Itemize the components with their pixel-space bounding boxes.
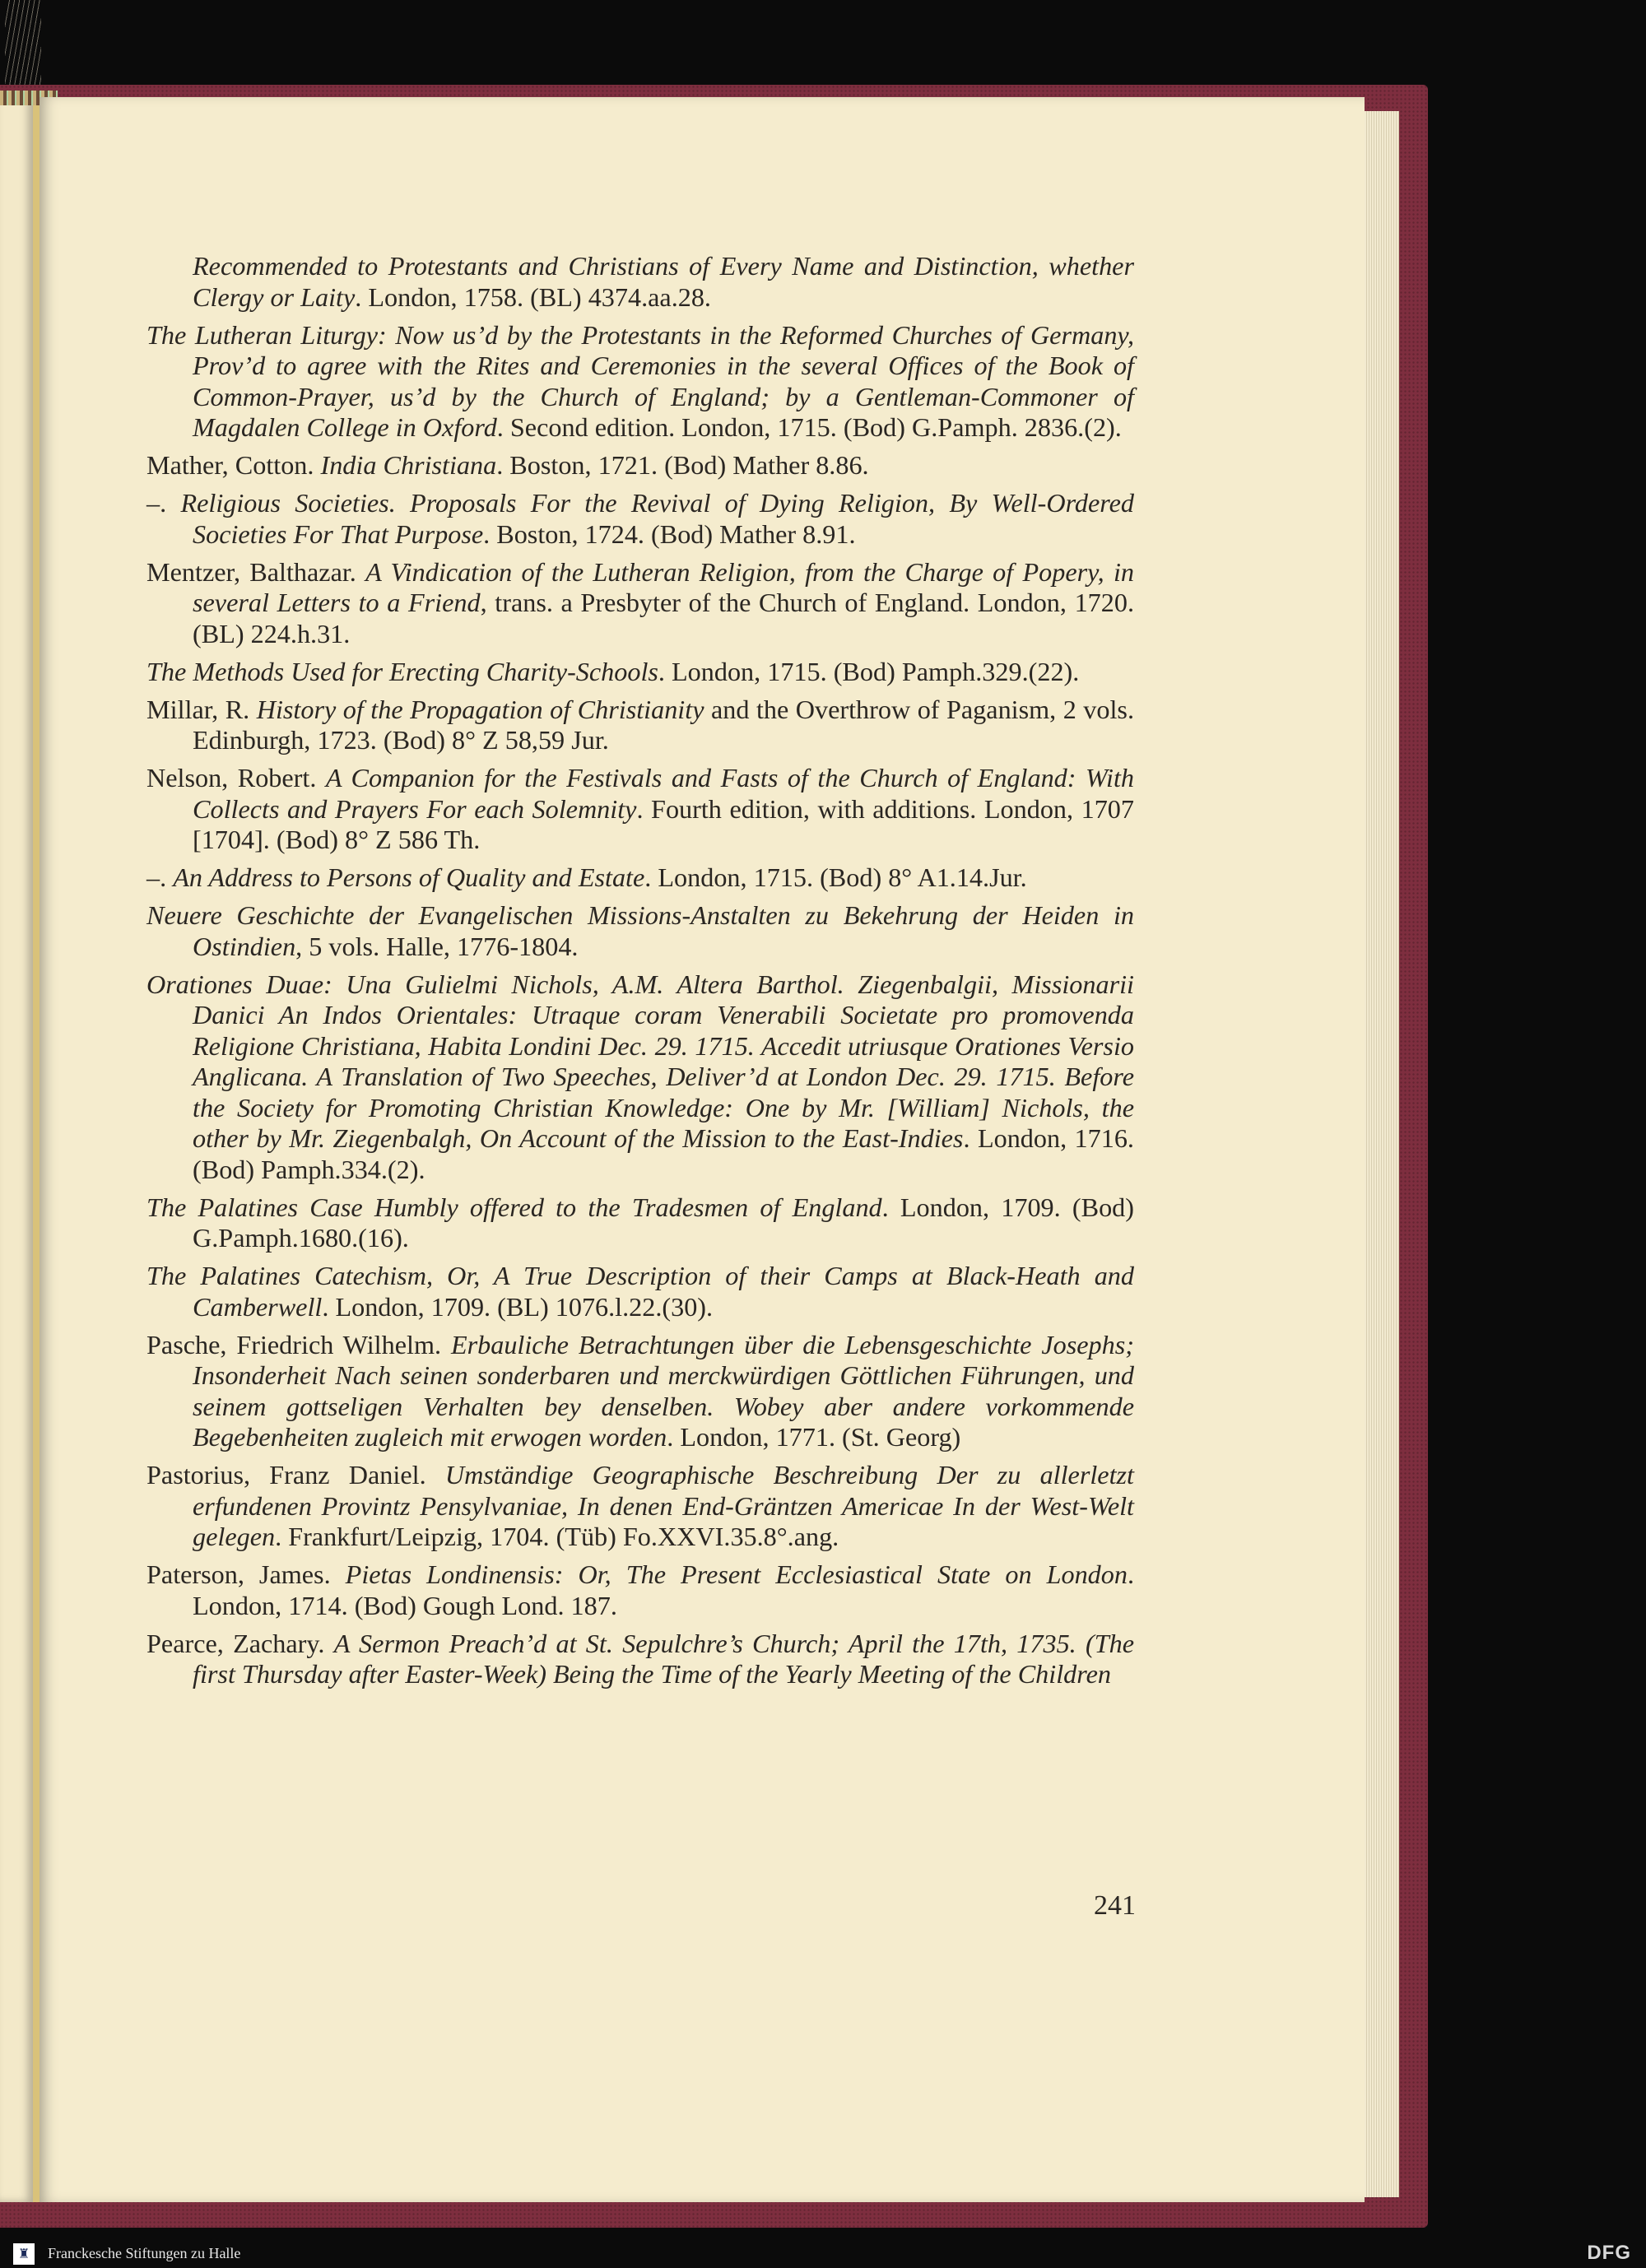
footer-bar	[0, 2240, 1646, 2268]
italic-title: India Christiana	[320, 450, 497, 480]
italic-title: Religious Societies. Proposals For the Revival of Dying Religion, By Well-Ordered Societies For That Purpose	[180, 488, 1134, 549]
entry-text: . Second edition. London, 1715. (Bod) G.Pamph. 2836.(2).	[496, 412, 1122, 442]
entry-text: Pasche, Friedrich Wilhelm.	[146, 1329, 451, 1359]
bibliography-entry	[146, 1559, 1134, 1621]
entry-text: . London, 1715. (Bod) 8° A1.14.Jur.	[644, 862, 1027, 892]
page-number: 241	[1094, 1890, 1136, 1921]
entry-text: . Frankfurt/Leipzig, 1704. (Tüb) Fo.XXVI.35.8°.ang.	[275, 1522, 839, 1551]
entry-text: , 5 vols. Halle, 1776-1804.	[295, 931, 579, 961]
foundation-emblem-icon: ♜	[13, 2243, 35, 2265]
italic-title: The Palatines Catechism, Or, A True Description of their Camps at Black-Heath and Camberwell	[146, 1261, 1134, 1322]
entry-text: . London, 1771. (St. Georg)	[667, 1422, 961, 1452]
entry-text: Paterson, James.	[146, 1559, 346, 1589]
italic-title: The Methods Used for Erecting Charity-Schools	[146, 656, 658, 686]
entry-text: Millar, R.	[146, 694, 257, 724]
bibliography-entry	[146, 763, 1134, 856]
entry-text: . London, 1709. (Bod) G.Pamph.1680.(16).	[193, 1192, 1134, 1253]
italic-title: A Sermon Preach’d at St. Sepulchre’s Church; April the 17th, 1735. (The first Thursday after Easter-Week) Being the Time of the Yearly Meeting of the Children	[193, 1628, 1134, 1689]
entry-text: Pearce, Zachary.	[146, 1628, 334, 1658]
entry-text: . Boston, 1721. (Bod) Mather 8.86.	[496, 450, 869, 480]
bibliography-entry	[146, 450, 1134, 481]
previous-page-edge	[0, 97, 33, 2202]
bibliography-entry	[146, 695, 1134, 756]
bibliography-entry	[146, 1460, 1134, 1553]
bibliography-entry	[146, 1192, 1134, 1254]
bibliography-entry	[146, 251, 1134, 313]
binding-thread	[5, 0, 41, 92]
bibliography-entry	[146, 488, 1134, 550]
bibliography-list	[146, 251, 1134, 1697]
entry-text: Mentzer, Balthazar.	[146, 556, 366, 587]
entry-text: –.	[146, 862, 174, 892]
bibliography-entry	[146, 862, 1134, 894]
entry-text: –.	[146, 488, 181, 518]
entry-text: . London, 1715. (Bod) Pamph.329.(22).	[658, 656, 1080, 686]
italic-title: Pietas Londinensis: Or, The Present Ecclesiastical State on London	[345, 1559, 1128, 1589]
entry-text: , trans. a Presbyter of the Church of England. London, 1720. (BL) 224.h.31.	[193, 588, 1134, 648]
italic-title: Erbauliche Betrachtungen über die Lebensgeschichte Josephs; Insonderheit Nach seinen sonderbaren und merckwürdigen Göttlichen Führungen, und seinem gottseligen Verhalten bey denselben. Wobey aber andere vorkommende Begebenheiten zugleich mit erwogen worden	[193, 1329, 1134, 1452]
bibliography-entry	[146, 1261, 1134, 1322]
italic-title: Orationes Duae: Una Gulielmi Nichols, A.M. Altera Barthol. Ziegenbalgii, Missionarii Danici An Indos Orientales: Utraque coram Venerabili Societate pro promovenda Religione Christiana, Habita Londini Dec. 29. 1715. Accedit utriusque Orationes Versio Anglicana. A Translation of Two Speeches, Deliver’d at London Dec. 29. 1715. Before the Society for Promoting Christian Knowledge: One by Mr. [William] Nichols, the other by Mr. Ziegenbalgh, On Account of the Mission to the East-Indies	[146, 969, 1134, 1153]
italic-title: A Companion for the Festivals and Fasts of the Church of England: With Collects and Prayers For each Solemnity	[193, 763, 1134, 824]
italic-title: An Address to Persons of Quality and Estate	[173, 862, 645, 892]
bibliography-entry	[146, 969, 1134, 1186]
italic-title: The Palatines Case Humbly offered to the Tradesmen of England	[146, 1192, 882, 1222]
bibliography-entry	[146, 900, 1134, 962]
entry-text: Mather, Cotton.	[146, 450, 321, 480]
institution-name: Franckesche Stiftungen zu Halle	[48, 2245, 241, 2261]
entry-text: Nelson, Robert.	[146, 763, 326, 792]
entry-text: . Boston, 1724. (Bod) Mather 8.91.	[483, 518, 856, 549]
italic-title: The Lutheran Liturgy: Now us’d by the Protestants in the Reformed Churches of Germany, Prov’d to agree with the Rites and Ceremonies in the several Offices of the Book of Common-Prayer, us’d by the Church of England; by a Gentleman-Commoner of Magdalen College in Oxford	[146, 319, 1134, 442]
italic-title: History of the Propagation of Christianity	[256, 694, 704, 724]
italic-title: Umständige Geographische Beschreibung Der zu allerletzt erfundenen Provintz Pensylvaniae, In denen End-Gräntzen Americae In der West-Welt gelegen	[193, 1460, 1135, 1551]
bibliography-entry	[146, 657, 1134, 688]
bibliography-entry	[146, 1629, 1134, 1690]
entry-text: and the Overthrow of Paganism, 2 vols. Edinburgh, 1723. (Bod) 8° Z 58,59 Jur.	[193, 694, 1134, 755]
entry-text: . Fourth edition, with additions. London, 1707 [1704]. (Bod) 8° Z 586 Th.	[193, 793, 1134, 854]
entry-text: . London, 1716. (Bod) Pamph.334.(2).	[193, 1123, 1134, 1184]
bibliography-entry	[146, 1330, 1134, 1453]
bibliography-entry	[146, 557, 1134, 650]
italic-title: Recommended to Protestants and Christians of Every Name and Distinction, whether Clergy or Laity	[193, 251, 1134, 312]
dfg-logo: DFG	[1587, 2242, 1631, 2264]
entry-text: . London, 1714. (Bod) Gough Lond. 187.	[193, 1559, 1134, 1620]
entry-text: . London, 1758. (BL) 4374.aa.28.	[355, 281, 711, 312]
gilt-edge	[33, 97, 40, 2202]
entry-text: Pastorius, Franz Daniel.	[146, 1460, 445, 1490]
entry-text: . London, 1709. (BL) 1076.l.22.(30).	[322, 1291, 714, 1322]
bibliography-entry	[146, 320, 1134, 444]
italic-title: A Vindication of the Lutheran Religion, from the Charge of Popery, in several Letters to a Friend	[193, 556, 1134, 617]
italic-title: Neuere Geschichte der Evangelischen Missions-Anstalten zu Bekehrung der Heiden in Ostindien	[146, 900, 1134, 961]
